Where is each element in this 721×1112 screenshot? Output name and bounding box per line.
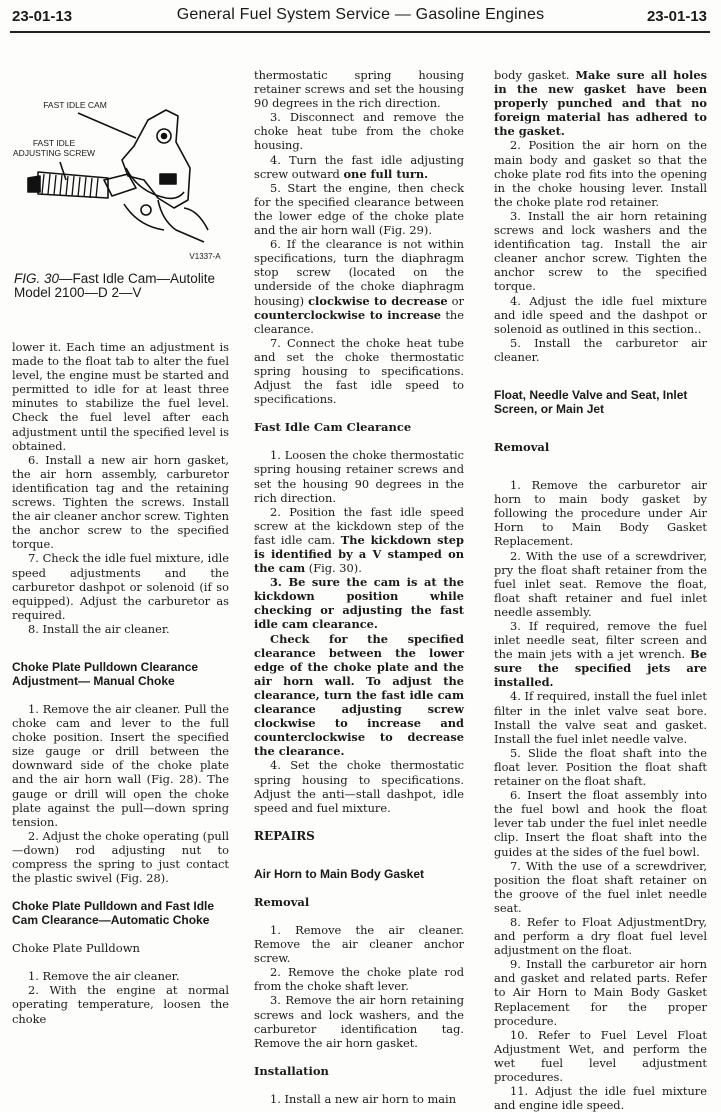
subsection-heading: Removal <box>254 894 310 909</box>
paragraph: 2. With the use of a screwdriver, pry the float shaft retainer from the fuel inlet seat. Remove the float, float shaft retainer and fuel inlet needle assembly. <box>494 548 707 619</box>
paragraph: 3. Remove the air horn retaining screws and lock washers, and the carburetor identification tag. Remove the air horn gasket. <box>254 993 464 1050</box>
paragraph: 1. Remove the air cleaner. <box>28 969 180 984</box>
paragraph: 1. Remove the carburetor air horn to main body gasket by following the procedure under Air Horn to Main Body Gasket Replacement. <box>494 478 707 549</box>
paragraph: 8. Install the air cleaner. <box>28 621 170 636</box>
paragraph: 3. Disconnect and remove the choke heat tube from the choke housing. <box>254 110 464 153</box>
paragraph: 4. Turn the fast idle adjusting screw outward one full turn. <box>254 152 464 181</box>
figure-caption <box>14 272 228 300</box>
carburetor-cam-illustration <box>8 80 230 270</box>
subsection-heading: Choke Plate Pulldown <box>12 941 140 956</box>
paragraph: 7. Connect the choke heat tube and set the choke thermostatic spring housing to specifications. Adjust the fast idle speed to specifications. <box>254 335 464 407</box>
paragraph: 3. Install the air horn retaining screws and lock washers and the identification tag. Install the air cleaner anchor screw. Tighten the anchor screw to the specified torque. <box>494 208 707 294</box>
paragraph: 4. Set the choke thermostatic spring housing to specifications. Adjust the anti—stall dashpot, idle speed and fuel mixture. <box>254 758 464 815</box>
subsection-heading: Removal <box>494 439 550 454</box>
paragraph: 2. Position the air horn on the main body and gasket so that the choke plate rod fits into the opening in the choke housing lever. Install the choke plate rod retainer. <box>494 138 707 209</box>
paragraph: 10. Refer to Fuel Level Float Adjustment Wet, and perform the wet fuel level adjustment procedures. <box>494 1027 707 1084</box>
page-number-left: 23-01-13 <box>12 8 73 25</box>
paragraph: 3. Be sure the cam is at the kickdown position while checking or adjusting the fast idle cam clearance. <box>254 575 464 632</box>
paragraph: 2. With the engine at normal operating temperature, loosen the choke <box>12 983 229 1026</box>
figure-code: V1337-A <box>189 252 221 261</box>
paragraph: 7. With the use of a screwdriver, position the float shaft retainer on the groove of the fuel inlet needle seat. <box>494 858 707 915</box>
paragraph: 5. Install the carburetor air cleaner. <box>494 335 707 364</box>
label-adjusting-screw: FAST IDLE ADJUSTING SCREW <box>12 138 96 158</box>
section-heading: REPAIRS <box>254 828 315 843</box>
column-middle <box>254 68 464 1106</box>
paragraph: 2. Remove the choke plate rod from the choke shaft lever. <box>254 965 464 994</box>
paragraph: 2. Position the fast idle speed screw at the kickdown step of the fast idle cam. The kickdown step is identified by a V stamped on the cam (Fig. 30). <box>254 504 464 576</box>
page-number-right: 23-01-13 <box>646 8 707 25</box>
paragraph: 5. Slide the float shaft into the float lever. Position the float shaft retainer on the float shaft. <box>494 745 707 789</box>
label-fast-idle-cam: FAST IDLE CAM <box>43 100 107 110</box>
column-right <box>494 68 707 1112</box>
paragraph: 6. Install a new air horn gasket, the air horn assembly, carburetor identification tag and the retaining screws. Tighten the screws. Install the air cleaner anchor screw. Tighten the anchor screw to the specified torque. <box>12 452 229 552</box>
section-heading: Choke Plate Pulldown Clearance Adjustment— Manual Choke <box>12 659 199 688</box>
paragraph: lower it. Each time an adjustment is made to the float tab to alter the fuel level, the engine must be started and permitted to idle for at least three minutes to stabilize the fuel level. Check the fuel level after each adjustment until the specified level is obtained. <box>12 340 229 453</box>
paragraph: 7. Check the idle fuel mixture, idle speed adjustments and the carburetor dashpot or solenoid (if so equipped). Adjust the carburetor as required. <box>12 551 229 622</box>
paragraph: 2. Adjust the choke operating (pull—down) rod adjusting nut to compress the spring to just contact the plastic swivel (Fig. 28). <box>12 828 229 886</box>
subsection-heading: Fast Idle Cam Clearance <box>254 420 412 435</box>
paragraph: body gasket. Make sure all holes in the new gasket have been properly punched and that no foreign material has adhered to the gasket. <box>494 68 707 139</box>
paragraph: 8. Refer to Float AdjustmentDry, and perform a dry float fuel level adjustment on the float. <box>494 914 707 958</box>
section-heading: Air Horn to Main Body Gasket <box>254 866 425 881</box>
paragraph: 9. Install the carburetor air horn and gasket and related parts. Refer to Air Horn to Main Body Gasket Replacement for the proper procedure. <box>494 957 707 1028</box>
running-title: General Fuel System Service — Gasoline Engines <box>176 6 545 23</box>
paragraph: 1. Loosen the choke thermostatic spring housing retainer screws and set the housing 90 degrees in the rich direction. <box>254 448 464 505</box>
section-heading: Choke Plate Pulldown and Fast Idle Cam Clearance—Automatic Choke <box>12 899 215 928</box>
paragraph: 3. If required, remove the fuel inlet needle seat, filter screen and the main jets with a jet wrench. Be sure the specified jets are installed. <box>494 619 707 690</box>
subsection-heading: Installation <box>254 1063 329 1078</box>
figure-number: FIG. 30 <box>14 271 60 286</box>
section-heading: Float, Needle Valve and Seat, Inlet Screen, or Main Jet <box>494 387 688 416</box>
paragraph: 1. Remove the air cleaner. Pull the choke cam and lever to the full choke position. Insert the specified size gauge or drill between the downward side of the choke plate and the air horn wall (Fig. 28). The gauge or drill will open the choke plate against the pull—down spring tension. <box>12 701 229 829</box>
paragraph: Check for the specified clearance between the lower edge of the choke plate and the air horn wall. To adjust the clearance, turn the fast idle cam clearance adjusting screw clockwise to increase and counterclockwise to decrease the clearance. <box>254 631 464 759</box>
paragraph: thermostatic spring housing retainer screws and set the housing 90 degrees in the rich direction. <box>254 68 464 111</box>
figure-caption-text: —Fast Idle Cam—Autolite Model 2100—D 2—V <box>14 271 216 300</box>
paragraph: 4. Adjust the idle fuel mixture and idle speed and the dashpot or solenoid as outlined in this section.. <box>494 293 707 336</box>
paragraph: 1. Remove the air cleaner. Remove the air cleaner anchor screw. <box>254 922 464 966</box>
paragraph: 1. Install a new air horn to main <box>270 1091 457 1106</box>
paragraph: 6. Insert the float assembly into the fuel bowl and hook the float lever tab under the fuel inlet needle clip. Insert the float shaft into the guides at the sides of the fuel bowl. <box>494 788 707 859</box>
paragraph: 6. If the clearance is not within specifications, turn the diaphragm stop screw (located on the underside of the choke diaphragm housing) clockwise to decrease or counterclockwise to increase the clearance. <box>254 237 464 336</box>
figure-fast-idle-cam <box>8 80 230 270</box>
paragraph: 5. Start the engine, then check for the specified clearance between the lower edge of the choke plate and the air horn wall (Fig. 29). <box>254 180 464 238</box>
paragraph: 4. If required, install the fuel inlet filter in the inlet valve seat bore. Install the valve seat and gasket. Install the fuel inlet needle valve. <box>494 689 707 746</box>
header-rule <box>10 31 710 33</box>
page-header <box>0 0 721 34</box>
paragraph: 11. Adjust the idle fuel mixture and engine idle speed. <box>494 1084 707 1112</box>
column-left <box>12 340 229 1026</box>
